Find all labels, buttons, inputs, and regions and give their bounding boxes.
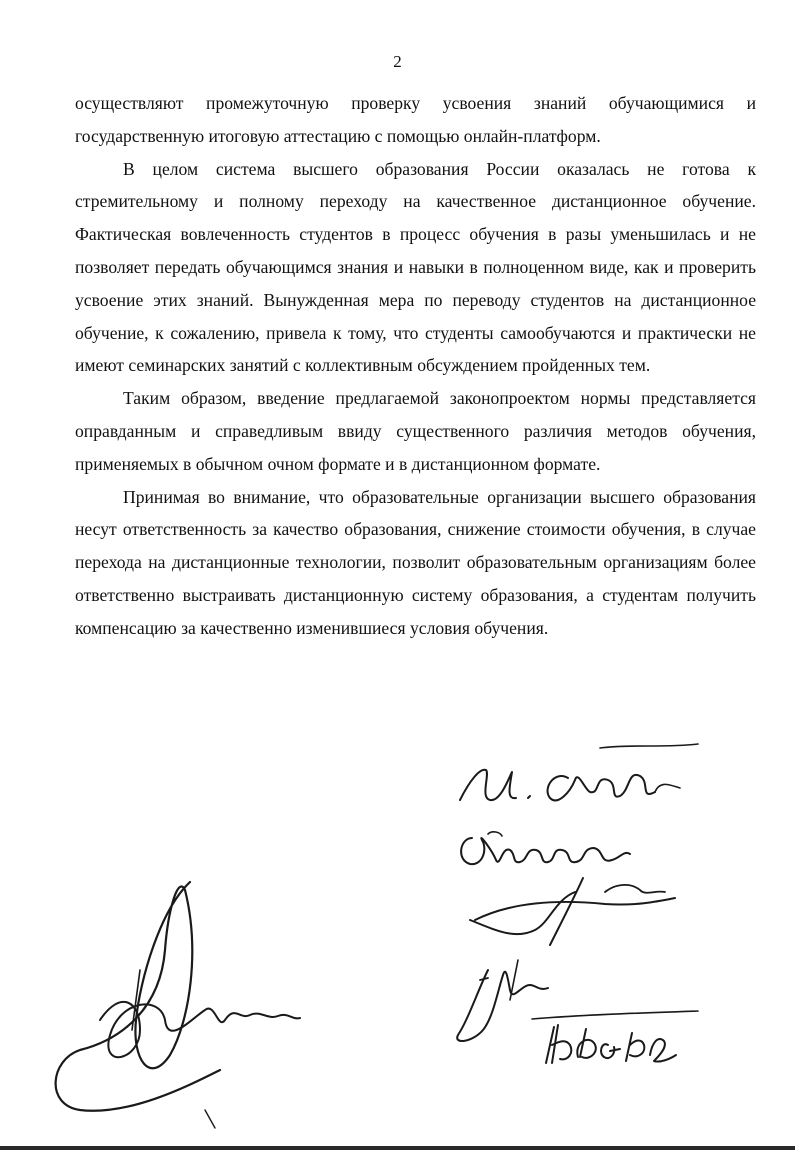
paragraph: В целом система высшего образования России оказалась не готова к стремительному и полному переходу на качественное дистанционное обучение. Фактическая вовлеченность студентов в процесс обучения в разы уменьшилась и не позволяет передать обучающимся знания и навыки в полноценном виде, как и проверить усвоение этих знаний. Вынужденная мера по переводу студентов на дистанционное обучение, к сожалению, привела к тому, что студенты самообучаются и практически не имеют семинарских занятий с коллективным обсуждением пройденных тем. [75, 158, 756, 376]
signature-left [40, 870, 320, 1130]
body-text [75, 87, 756, 645]
paragraph: Принимая во внимание, что образовательные организации высшего образования несут ответственность за качество образования, снижение стоимости обучения, в случае перехода на дистанционные технологии, позволит образовательным организациям более ответственно выстраивать дистанционную систему образования, а студентам получить компенсацию за качественно изменившиеся условия обучения. [75, 486, 756, 638]
bottom-edge-rule [0, 1146, 795, 1150]
signature-right-5 [530, 1005, 700, 1075]
page-number: 2 [393, 52, 402, 71]
signature-right-1 [450, 740, 710, 820]
signature-right-3 [455, 870, 685, 960]
paragraph: Таким образом, введение предлагаемой законопроектом нормы представляется оправданным и справедливым ввиду существенного различия методов обучения, применяемых в обычном очном формате и в дистанционном формате. [75, 388, 756, 474]
paragraph: осуществляют промежуточную проверку усвоения знаний обучающимися и государственную итоговую аттестацию с помощью онлайн-платформ. [75, 93, 756, 146]
